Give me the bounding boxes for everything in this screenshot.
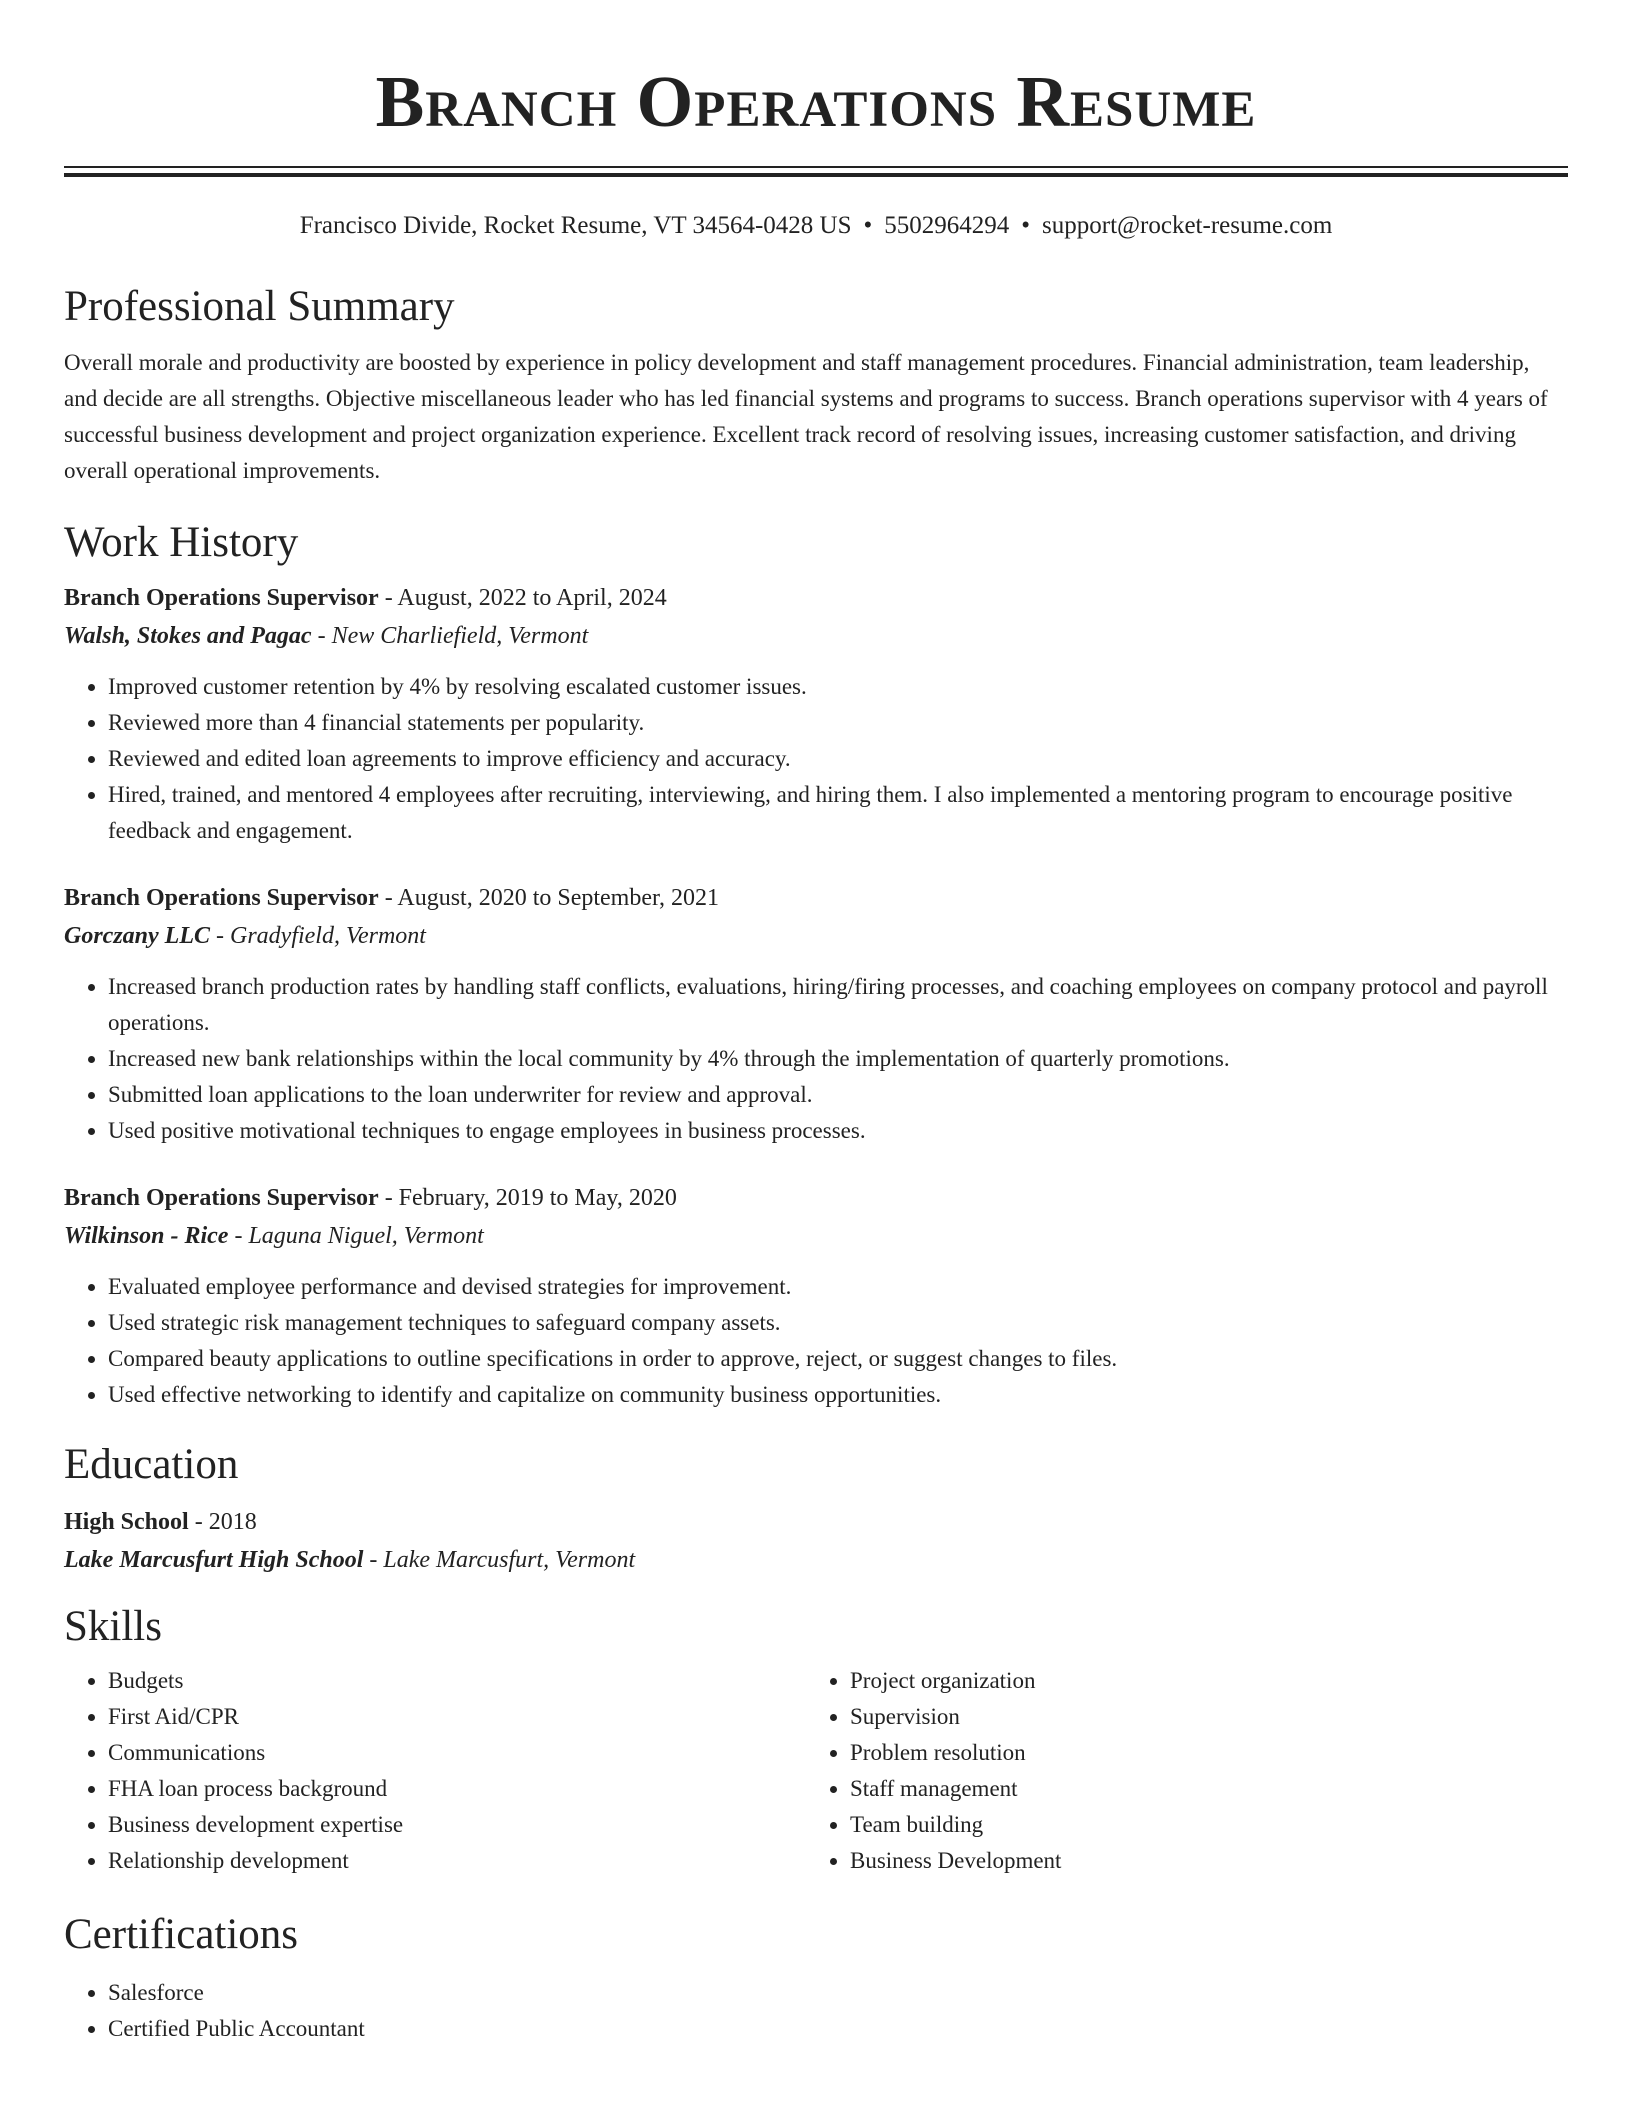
job-location: - New Charliefield, Vermont [311, 623, 589, 649]
job-company-line [64, 1217, 1568, 1255]
education-heading: Education [64, 1441, 239, 1488]
job-company-line [64, 617, 1568, 655]
job-bullet: • Reviewed more than 4 financial statements per popularity. [108, 705, 1568, 741]
job-bullets [64, 1269, 1568, 1413]
job-title-line [64, 1179, 1568, 1217]
certification-item: • Salesforce [108, 1975, 1568, 2011]
job-bullet: • Reviewed and edited loan agreements to improve efficiency and accuracy. [108, 741, 1568, 777]
title-divider-top [64, 166, 1568, 168]
skill-item: • Team building [850, 1807, 1548, 1843]
education-degree: High School [64, 1509, 189, 1535]
job-entry [64, 579, 1568, 849]
job-bullet: • Increased new bank relationships within the local community by 4% through the implementation of quarterly promotions. [108, 1041, 1568, 1077]
job-title-line [64, 879, 1568, 917]
education-location: - Lake Marcusfurt, Vermont [363, 1547, 636, 1573]
skill-item: • Relationship development [108, 1843, 806, 1879]
contact-separator: • [863, 212, 873, 239]
job-bullet: • Compared beauty applications to outline specifications in order to approve, reject, or suggest changes to files. [108, 1341, 1568, 1377]
job-company: Walsh, Stokes and Pagac [64, 623, 312, 649]
job-dates: - August, 2022 to April, 2024 [378, 585, 667, 611]
skill-item: • Business Development [850, 1843, 1548, 1879]
skill-item: • Business development expertise [108, 1807, 806, 1843]
job-title: Branch Operations Supervisor [64, 1185, 379, 1211]
job-bullets [64, 669, 1568, 849]
job-title: Branch Operations Supervisor [64, 885, 379, 911]
contact-line [64, 211, 1568, 241]
job-location: - Gradyfield, Vermont [210, 923, 426, 949]
job-company: Gorczany LLC [64, 923, 210, 949]
contact-email: support@rocket-resume.com [1042, 212, 1333, 239]
skill-item: • FHA loan process background [108, 1771, 806, 1807]
job-entry [64, 1179, 1568, 1413]
work-history-heading: Work History [64, 519, 299, 566]
skills-list-right [806, 1663, 1548, 1879]
skill-item: • Project organization [850, 1663, 1548, 1699]
skill-item: • Budgets [108, 1663, 806, 1699]
job-dates: - February, 2019 to May, 2020 [378, 1185, 677, 1211]
job-bullet: • Hired, trained, and mentored 4 employees after recruiting, interviewing, and hiring them. I also implemented a mentoring program to encourage positive feedback and engagement. [108, 777, 1568, 849]
job-title-line [64, 579, 1568, 617]
skill-item: • Problem resolution [850, 1735, 1548, 1771]
job-bullet: • Increased branch production rates by handling staff conflicts, evaluations, hiring/firing processes, and coaching employees on company protocol and payroll operations. [108, 969, 1568, 1041]
job-entry [64, 879, 1568, 1149]
job-dates: - August, 2020 to September, 2021 [378, 885, 720, 911]
skill-item: • Staff management [850, 1771, 1548, 1807]
job-bullets [64, 969, 1568, 1149]
skill-item: • First Aid/CPR [108, 1699, 806, 1735]
job-company-line [64, 917, 1568, 955]
education-year: - 2018 [188, 1509, 257, 1535]
job-bullet: • Used positive motivational techniques to engage employees in business processes. [108, 1113, 1568, 1149]
skills-list-left [64, 1663, 806, 1879]
contact-phone: 5502964294 [884, 212, 1010, 239]
resume-title: Branch Operations Resume [375, 61, 1257, 142]
contact-address: Francisco Divide, Rocket Resume, VT 34564-0428 US [299, 212, 852, 239]
skills-heading: Skills [64, 1603, 162, 1650]
certifications-list [64, 1975, 1568, 2047]
job-bullet: • Improved customer retention by 4% by resolving escalated customer issues. [108, 669, 1568, 705]
education-school-line [64, 1541, 1568, 1579]
education-degree-line [64, 1503, 1568, 1541]
job-location: - Laguna Niguel, Vermont [228, 1223, 484, 1249]
title-divider-bottom [64, 173, 1568, 177]
job-bullet: • Submitted loan applications to the loan underwriter for review and approval. [108, 1077, 1568, 1113]
certification-item: • Certified Public Accountant [108, 2011, 1568, 2047]
certifications-heading: Certifications [64, 1911, 299, 1958]
skill-item: • Communications [108, 1735, 806, 1771]
job-bullet: • Used effective networking to identify and capitalize on community business opportunities. [108, 1377, 1568, 1413]
summary-text: Overall morale and productivity are boosted by experience in policy development and staff management procedures. Financial administration, team leadership, and decide are all strengths. Objective miscellaneous leader who has led financial systems and programs to success. Branch operations supervisor with 4 years of successful business development and project organization experience. Excellent track record of resolving issues, increasing customer satisfaction, and driving overall operational improvements. [64, 350, 1548, 483]
skill-item: • Supervision [850, 1699, 1548, 1735]
skills-columns [64, 1663, 1568, 1879]
education-school: Lake Marcusfurt High School [64, 1547, 364, 1573]
job-bullet: • Evaluated employee performance and devised strategies for improvement. [108, 1269, 1568, 1305]
resume-page [64, 0, 1568, 2047]
job-title: Branch Operations Supervisor [64, 585, 379, 611]
education-entry [64, 1503, 1568, 1579]
contact-separator: • [1021, 212, 1031, 239]
summary-heading: Professional Summary [64, 283, 455, 330]
job-company: Wilkinson - Rice [64, 1223, 229, 1249]
job-bullet: • Used strategic risk management techniques to safeguard company assets. [108, 1305, 1568, 1341]
